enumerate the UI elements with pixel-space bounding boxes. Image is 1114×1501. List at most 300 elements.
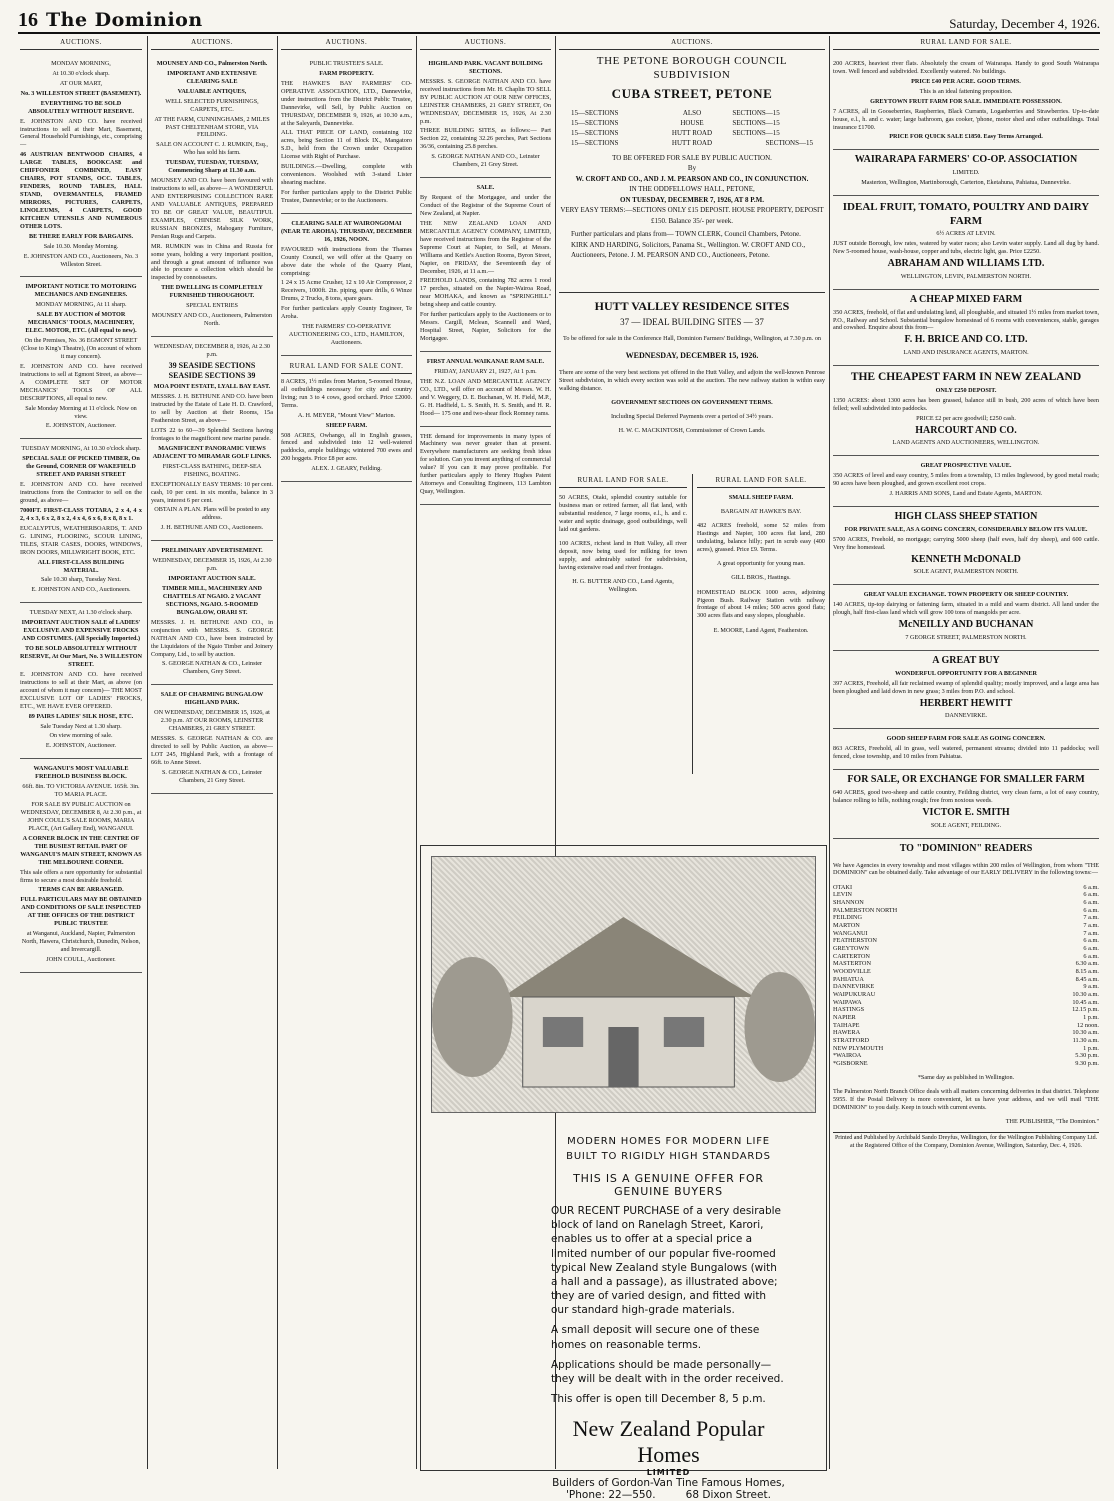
delivery-time: 10.30 a.m. [1072, 1029, 1099, 1037]
text-line: THREE BUILDING SITES, as follows:— Part Section 22, containing 32.26 perches, Part Sections 36/36, containing 25.8 perches. [420, 127, 551, 151]
delivery-row [833, 922, 1099, 930]
text-line: A CORNER BLOCK IN THE CENTRE OF THE BUSIEST RETAIL PART OF WANGANUI'S MAIN STREET, KNOWN AS THE MELBOURNE CORNER. [20, 834, 142, 866]
text-line: 66ft. 8in. TO VICTORIA AVENUE. 165ft. 3in. TO MARIA PLACE. [22, 783, 140, 799]
town-name: FEATHERSTON [833, 937, 877, 945]
readers-notice [833, 839, 1099, 1151]
column-3 [281, 36, 412, 1469]
text-line: Including Special Deferred Payments over a period of 34½ years. [610, 413, 774, 421]
text-line: MESSRS. J. H. BETHUNE AND CO., in conjunction with MESSRS. S. GEORGE NATHAN AND CO., have been instructed by the Liquidators of the Ngaio Timber and Joinery Company, Ltd., to sell by auction. [151, 618, 273, 658]
text-line: 15—SECTIONS [571, 108, 619, 117]
text-line: This sale offers a rare opportunity for substantial firms to secure a most desirable freehold. [20, 868, 142, 884]
text-line: VICTOR E. SMITH [922, 806, 1010, 818]
text-line: WELLINGTON, LEVIN, PALMERSTON NORTH. [900, 272, 1032, 280]
text-line: Masterton, Wellington, Martinborough, Carterton, Eketahuna, Pahiatua, Dannevirke. [861, 179, 1071, 187]
text-line: S. GEORGE NATHAN & CO., Leinster Chambers, 21 Grey Street. [161, 768, 263, 784]
text-line: HUTT ROAD [671, 138, 713, 147]
hutt-sub: 37 — IDEAL BUILDING SITES — 37 [620, 317, 764, 328]
delivery-row [833, 983, 1099, 991]
column-4 [420, 36, 551, 847]
text-line: FARM PROPERTY. [319, 69, 374, 77]
text-line: THE demand for improvements in many types of Machinery was never greater than at present. Everywhere manufacturers are seeking fresh ideas for solution. Can you invent anything of commercial value? If you can it may prove profitable. For further particulars apply to Henry Hughes Patent Attorneys and Consulting Engineers, 113 Lambton Quay, Wellington. [420, 432, 551, 496]
text-line: IMPORTANT AUCTION SALE. [168, 575, 256, 583]
text-line: There are some of the very best sections yet offered in the Hutt Valley, and adjoin the well-known Penrose Street subdivision, in which every section was sold at the auction. The new railway station is within easy walking distance. [559, 369, 825, 393]
delivery-row [833, 960, 1099, 968]
text-line: SHEEP FARM. [325, 421, 368, 429]
delivery-row [833, 891, 1099, 899]
text-line: HOMESTEAD BLOCK 1000 acres, adjoining Pigeon Bush. Railway Station with railway frontage of about 14 miles; 500 acres good flats; 300 acres flats and easy slopes, ploughable. [697, 588, 825, 620]
text-line: PRICE £2 per acre goodwill; £250 cash. [916, 414, 1016, 422]
text-line: 8 ACRES, 1½ miles from Marton, 5-roomed House, all outbuildings necessary for city and country living; run 3 to 4 cows, good orchard. Price £2000. Terms. [281, 377, 412, 409]
text-line: ALL FIRST-CLASS BUILDING MATERIAL. [37, 558, 125, 574]
text-line: Sale Tuesday Next at 1.30 sharp. [40, 722, 122, 730]
column-2 [151, 36, 273, 1469]
text-line: TERMS CAN BE ARRANGED. [38, 886, 124, 894]
text-line: 100 ACRES, richest land in Hutt Valley, all river deposit, now being used for milking for town supply, and admirably suited for subdivision, having extensive road and river frontages. [559, 540, 687, 571]
text-line: GREAT VALUE EXCHANGE. TOWN PROPERTY OR SHEEP COUNTRY. [863, 591, 1069, 599]
text-line: SALE BY AUCTION of MOTOR MECHANICS' TOOLS, MACHINERY, ELEC. MOTOR, ETC. (All equal to new). [25, 311, 137, 335]
text-line: GREAT PROSPECTIVE VALUE. [920, 462, 1012, 470]
text-line: RURAL LAND FOR SALE CONT. [281, 360, 412, 374]
town-name: WAIPAWA [833, 998, 862, 1006]
town-name: PALMERSTON NORTH [833, 906, 898, 914]
text-line: E. JOHNSTON AND CO. have received instructions from the Contractor to sell on the ground, as above— [20, 481, 142, 505]
nz-builders: Builders of Gordon-Van Tine Famous Homes, [552, 1477, 785, 1490]
text-line: FOR SALE BY PUBLIC AUCTION on WEDNESDAY, DECEMBER 8, At 2.30 p.m., at JOHN COULL'S SALE ROOMS, MARIA PLACE, (Art Gallery End), WANGANUI. [20, 801, 142, 832]
text-line: H. W. C. MACKINTOSH, Commissioner of Crown Lands. [618, 427, 766, 435]
text-line: EUCALYPTUS, WEATHERBOARDS, T. AND G. LINING, FLOORING, SCOUR LINING, TILES, STAIR CASES, DOORS, WINDOWS, IRON DOORS, MILLWRIGHT BOOK, ETC. [20, 524, 142, 556]
delivery-time: 7 a.m. [1083, 929, 1099, 937]
delivery-time: 6 a.m. [1083, 883, 1099, 891]
text-line: CLEARING SALE AT WAIRONGOMAI (NEAR TE AROHA). THURSDAY, DECEMBER 16, 1926, NOON. [281, 219, 412, 243]
text-line: WAIRARAPA FARMERS' CO-OP. ASSOCIATION [854, 154, 1078, 166]
text-line: FAVOURED with instructions from the Thames County Council, we will offer at the Quarry on above date the whole of the Quarry Plant, comprising: [281, 245, 412, 277]
delivery-row [833, 1045, 1099, 1053]
town-name: FEILDING [833, 914, 863, 922]
text-line: 640 ACRES, good two-sheep and cattle country, Feilding district, very clean farm, a lot of easy country, balance rolling to hills, nothing rough; free from noxious weeds. [833, 788, 1099, 804]
text-line: E. JOHNSTON AND CO., Auctioneers. [31, 586, 131, 594]
text-line: RURAL LAND FOR SALE. [697, 474, 825, 488]
text-line: For further particulars apply to the Auctioneers or to Messrs. Cargill, Mclean, Scannell and Ward, Hospital Street, Napier, Solicitors for the Mortgagee. [420, 311, 551, 343]
petone-ad [559, 36, 825, 286]
text-line: FOR SALE, OR EXCHANGE FOR SMALLER FARM [847, 774, 1085, 786]
text-line: THE PUBLISHER, "The Dominion." [1005, 1118, 1099, 1125]
auction-ad [20, 277, 142, 439]
text-line: VALUABLE ANTIQUES, [177, 87, 247, 95]
text-line: 46 AUSTRIAN BENTWOOD CHAIRS, 4 LARGE TABLES, BOOKCASE and CHIFFONIER COMBINED, EASY CHAIRS, POT STANDS, OCC. TABLES, FENDERS, ROUND TABLES, HALL STAND, OVERMANTELS, FRAMED MIRRORS, PICTURES, CARPETS, LINOLEUMS, 4 CARPETS, GOOD KITCHEN UTENSILS AND NUMEROUS OTHER LOTS. [20, 151, 142, 230]
text-line: MESSRS. S. GEORGE NATHAN AND CO. have received instructions from Mr. H. Chaplin TO SELL BY PUBLIC AUCTION AT OUR NEW OFFICES, LEINSTER CHAMBERS, 21 GREY STREET, On WEDNESDAY, DECEMBER 15, 1926, At 2.30 p.m. [420, 77, 551, 125]
text-line: Sale Monday Morning at 11 o'clock. Now on view. [25, 404, 137, 420]
text-line: IN THE ODDFELLOWS' HALL, PETONE, [629, 185, 755, 194]
hutt-title: HUTT VALLEY RESIDENCE SITES [594, 299, 790, 313]
rural-mid-left [559, 474, 687, 774]
text-line: 350 ACRES, freehold, of flat and undulating land, all ploughable, and situated 1½ miles from market town, P.O., Railway and School. Substantial bungalow homestead of 6 rooms with conveniences, stable, garages and cowshed. Enquire about this from— [833, 308, 1099, 332]
text-line: HUTT ROAD [671, 128, 713, 137]
text-line: LIMITED. [952, 169, 980, 177]
text-line: PRICE FOR QUICK SALE £1850. Easy Terms Arranged. [889, 133, 1043, 141]
text-line: This is an ideal fattening proposition. [919, 87, 1013, 95]
text-line: E. JOHNSTON AND CO., Auctioneers, No. 3 Willeston Street. [23, 252, 139, 268]
delivery-row [833, 907, 1099, 915]
levin-farm-ad [833, 196, 1099, 290]
text-line: For further particulars apply County Engineer, Te Aroha. [281, 305, 412, 321]
text-line: *Same day as published in Wellington. [917, 1073, 1015, 1081]
town-name: WOODVILLE [833, 967, 871, 975]
text-line: IMPORTANT AUCTION SALE of LADIES' EXCLUSIVE AND EXPENSIVE FROCKS AND COSTUMES. (All Specially Imported.) [21, 619, 141, 643]
delivery-row [833, 1022, 1099, 1030]
text-line: At 10.30 o'clock sharp. [52, 69, 110, 77]
town-name: DANNEVIRKE [833, 983, 875, 991]
delivery-row [833, 953, 1099, 961]
town-name: GREYTOWN [833, 944, 869, 952]
delivery-table [833, 884, 1099, 1068]
text-line: SMALL SHEEP FARM. [728, 494, 794, 502]
town-name: MARTON [833, 921, 860, 929]
text-line: PRICE £40 PER ACRE. GOOD TERMS. [911, 77, 1021, 85]
delivery-time: 7 a.m. [1083, 914, 1099, 922]
delivery-time: 1 p.m. [1083, 1013, 1099, 1021]
rural-ad [833, 54, 1099, 150]
text-line: JOHN COULL, Auctioneer. [46, 955, 116, 963]
text-line: THE N.Z. LOAN AND MERCANTILE AGENCY CO., LTD., will offer on account of Messrs. W. H. and V. Weggery, D. E. Buchanan, W. H. Field, M.P., G. H. Hadfield, L. S. Smith, H. S. Smith, and H. R. Hood— 175 one and two-shear flock Romney rams. [420, 377, 551, 417]
text-line: ONLY £250 DEPOSIT. [935, 386, 997, 394]
delivery-time: 9 a.m. [1083, 983, 1099, 991]
town-name: LEVIN [833, 891, 852, 899]
delivery-time: 10.30 a.m. [1072, 990, 1099, 998]
text-line: FOR PRIVATE SALE, AS A GOING CONCERN, CONSIDERABLY BELOW ITS VALUE. [844, 525, 1088, 533]
page-number: 16 [18, 9, 38, 31]
text-line: LAND AND INSURANCE AGENTS, MARTON. [903, 349, 1029, 357]
text-line: ON WEDNESDAY, DECEMBER 15, 1926, at 2.30 p.m. AT OUR ROOMS, LEINSTER CHAMBERS, 21 GREY STREET. [154, 709, 270, 733]
auction-ad [281, 214, 412, 356]
text-line: WELL SELECTED FURNISHINGS, CARPETS, ETC. [165, 97, 259, 113]
delivery-row [833, 976, 1099, 984]
town-name: SHANNON [833, 898, 864, 906]
text-line: FIRST ANNUAL WAIKANAE RAM SALE. [426, 357, 545, 365]
text-line: S. GEORGE NATHAN AND CO., Leinster Chambers, 21 Grey Street. [431, 153, 540, 169]
delivery-time: 11.30 a.m. [1072, 1037, 1099, 1044]
town-name: WAIPUKURAU [833, 990, 876, 998]
text-line: 50 ACRES, Otaki, splendid country suitable for business man or retired farmer, all flat land, with substantial residence, 7 large rooms, e.l., h. and c. water and septic drainage, good outbuildings, well laid out gardens. [559, 494, 687, 533]
text-line: MESSRS. S. GEORGE NATHAN & CO. are directed to sell by Public Auction, as above— LOT 245, Highland Park, with a frontage of 66ft. to Anne Street. [151, 735, 273, 766]
text-line: A CHEAP MIXED FARM [909, 293, 1023, 305]
wairarapa-ad [833, 150, 1099, 196]
text-line: HERBERT HEWITT [919, 697, 1013, 709]
text-line: AT OUR MART, [59, 79, 103, 87]
nz-paragraph: A small deposit will secure one of these homes on reasonable terms. [551, 1324, 760, 1351]
text-line: F. H. BRICE AND CO. LTD. [904, 334, 1028, 346]
text-line: WEDNESDAY, DECEMBER 15, 1926. [625, 351, 759, 360]
nz-brand: New Zealand Popular Homes [572, 1416, 765, 1468]
text-line: For further particulars apply to the District Public Trustee, Dannevirke; or to the Auctioneers. [281, 189, 412, 204]
text-line: TIMBER MILL, MACHINERY AND CHATTELS AT NGAIO. 2 VACANT SECTIONS, NGAIO. 5-ROOMED BUNGALOW, ORARI ST. [162, 585, 262, 616]
text-line: HOUSE [680, 118, 704, 127]
text-line: We have Agencies in every township and most villages within 200 miles of Wellington, from whom "THE DOMINION" can be obtained daily. Take advantage of our EARLY DELIVERY in the following towns:— [833, 861, 1099, 877]
text-line: WEDNESDAY, DECEMBER 15, 1926, At 2.30 p.m. [152, 557, 272, 573]
text-line: ON TUESDAY, DECEMBER 7, 1926, AT 8 P.M. [620, 195, 764, 204]
text-line: THE HAWKE'S BAY FARMERS' CO-OPERATIVE ASSOCIATION, LTD., Dannevirke, under instructions from the District Public Trustee, Dannevirke, will Sell, by Public Auction on THURSDAY, DECEMBER 9, 1926, at 10.30 a.m., at the Saleyards, Dannevirke. [281, 79, 412, 127]
text-line: 350 ACRES of level and easy country, 5 miles from a township, 13 miles Inglewood, by good metal roads; 90 acres have been ploughed, and grown excellent root crops. [833, 472, 1099, 488]
text-line: FREEHOLD LANDS, containing 782 acres 1 rood 17 perches, situated on the Napier-Wairoa Road, near MOHAKA, and known as "SPRINGHILL" being sheep and cattle country. [420, 277, 551, 309]
text-line: W. CROFT AND CO., AND J. M. PEARSON AND CO., IN CONJUNCTION. [575, 174, 809, 183]
nz-headline-3: THIS IS A GENUINE OFFER FOR GENUINE BUYERS [573, 1172, 764, 1198]
delivery-row [833, 1060, 1099, 1068]
text-line: SOLE AGENT, PALMERSTON NORTH. [913, 568, 1019, 576]
delivery-row [833, 1052, 1099, 1060]
delivery-time: 8.15 a.m. [1075, 967, 1099, 975]
delivery-time: 6 a.m. [1083, 937, 1099, 945]
auction-ad [20, 759, 142, 973]
delivery-row [833, 945, 1099, 953]
text-line: IMPORTANT AND EXTENSIVE CLEARING SALE [167, 69, 257, 85]
text-line: The Palmerston North Branch Office deals with all matters concerning deliveries in that district. Telephone 5955. If the Postal Delivery is more convenient, let us have your address, and we will mail "THE DOMINION" to you daily. Keep in touch with current events. [833, 1088, 1099, 1111]
auction-ad [20, 603, 142, 759]
text-line: 1350 ACRES: about 1300 acres has been grassed, balance still in bush, 200 acres of which have been felled; well subdivided into paddocks. [833, 396, 1099, 412]
rural-mid-right [697, 474, 825, 774]
nz-headline-2: BUILT TO RIGIDLY HIGH STANDARDS [566, 1151, 771, 1162]
auction-ad [281, 54, 412, 214]
column-7 [833, 36, 1099, 1469]
column-1 [20, 36, 142, 1469]
column-header: RURAL LAND FOR SALE. [833, 36, 1099, 50]
sheep-station-ad [833, 507, 1099, 585]
town-name: *GISBORNE [833, 1060, 868, 1068]
text-line: J. HARRIS AND SONS, Land and Estate Agents, MARTON. [889, 490, 1043, 498]
delivery-time: 9.30 p.m. [1075, 1060, 1099, 1068]
text-line: TO BE SOLD ABSOLUTELY WITHOUT RESERVE, At Our Mart, No. 3 WILLESTON STREET. [20, 645, 142, 668]
delivery-row [833, 899, 1099, 907]
text-line: A GREAT BUY [932, 654, 1000, 666]
text-line: PUBLIC TRUSTEE'S SALE. [309, 59, 384, 67]
text-line: TUESDAY NEXT, At 1.30 o'clock sharp. [29, 609, 133, 617]
text-line: WEDNESDAY, DECEMBER 8, 1926, At 2.30 p.m. [153, 343, 271, 358]
great-buy-ad [833, 651, 1099, 729]
delivery-row [833, 1014, 1099, 1022]
text-line: EXCEPTIONALLY EASY TERMS: 10 per cent. cash, 10 per cent. in six months, balance in 3 years, interest 6 per cent. [151, 480, 273, 504]
text-line: SECTIONS—15 [732, 128, 780, 137]
auction-ad [20, 54, 142, 278]
paper-title: The Dominion [46, 9, 203, 31]
text-line: 1 24 x 15 Acme Crusher, 12 x 10 Air Compressor, 2 Receivers, 1000ft. 2in. piping, spare drills, 6 Winze Drums, 2 Trucks, 8 tons, spare gears. [281, 279, 412, 303]
text-line: 15—SECTIONS [571, 138, 619, 147]
exchange-ad [833, 585, 1099, 651]
text-line: No. 3 WILLESTON STREET (BASEMENT). [20, 89, 142, 97]
text-line: JUST outside Borough, low rates, watered by water races; also Levin water supply. Land all dug by hand. New 5-roomed house, wash-house, copper and tubs, electric light, gas. Price £2250. [833, 240, 1099, 256]
text-line: 482 ACRES freehold, some 52 miles from Hastings and Napier, 100 acres flat land, 280 undulating, balance hilly; part in scrub easy (400 acres), grassed. Price £9. Terms. [697, 522, 825, 554]
text-line: E. MOORE, Land Agent, Featherston. [713, 626, 809, 634]
text-line: THE FARMERS' CO-OPERATIVE AUCTIONEERING CO., LTD., HAMILTON, Auctioneers. [288, 323, 405, 347]
text-line: By [687, 164, 697, 173]
text-line: SALE ON ACCOUNT C. J. RUMKIN, Esq., Who has sold his farm. [156, 141, 268, 157]
text-line: TUESDAY, TUESDAY, TUESDAY, Commencing Sharp at 11.30 a.m. [165, 159, 259, 175]
text-line: ALSO [682, 108, 702, 117]
text-line: MAGNIFICENT PANORAMIC VIEWS ADJACENT TO MIRAMAR GOLF LINKS. [152, 444, 272, 460]
text-line: HIGHLAND PARK. VACANT BUILDING SECTIONS. [428, 59, 543, 75]
text-line: TO BE OFFERED FOR SALE BY PUBLIC AUCTION. [612, 153, 772, 162]
bungalow-illustration [431, 856, 816, 1113]
text-line: E. JOHNSTON, Auctioneer. [45, 742, 117, 750]
text-line: FULL PARTICULARS MAY BE OBTAINED AND CONDITIONS OF SALE INSPECTED AT THE OFFICES OF THE DISTRICT PUBLIC TRUSTEE [20, 896, 142, 928]
text-line: Further particulars and plans from— TOWN CLERK, Council Chambers, Petone. KIRK AND HARDING, Solicitors, Panama St., Wellington. W. CROFT AND CO., Auctioneers, Petone. J. M. PEARSON AND CO., Auctioneers, Petone. [571, 230, 806, 260]
delivery-row [833, 1029, 1099, 1037]
auction-ad [420, 178, 551, 352]
text-line: SOLE AGENT, FEILDING. [930, 821, 1002, 829]
delivery-time: 12.15 p.m. [1072, 1006, 1099, 1014]
text-line: 5700 ACRES, Freehold, no mortgage; carrying 5000 sheep (half ewes, half dry sheep), and 600 cattle. Very fine homestead. [833, 535, 1099, 551]
text-line: THE NEW ZEALAND LOAN AND MERCANTILE AGENCY COMPANY, LIMITED, have received instructions from the Registrar of the Supreme Court at Napier, to Sell, at Messrs. Williams and Kettle's Auction Rooms, Byron Street, Napier, on FRIDAY, the Seventeenth day of December, 1926, at 11 a.m.— [420, 219, 551, 275]
text-line: 200 ACRES, heaviest river flats. Absolutely the cream of Wairarapa. Handy to good South Wairarapa town. Well fenced and subdivided. Excellently watered. No buildings. [833, 59, 1099, 75]
text-line: To be offered for sale in the Conference Hall, Dominion Farmers' Buildings, Wellington, at 7.30 p.m. on [562, 335, 822, 343]
text-line: WANGANUI'S MOST VALUABLE FREEHOLD BUSINESS BLOCK. [33, 765, 129, 781]
text-line: SPECIAL SALE OF PICKED TIMBER, On the Ground, CORNER OF WAKEFIELD STREET AND PARISH STREET [22, 455, 140, 479]
delivery-row [833, 991, 1099, 999]
text-line: 863 ACRES, Freehold, all in grass, well watered, permanent streams; divided into 11 paddocks; well fenced, close township, and 10 miles from Pahiatua. [833, 745, 1099, 761]
mixed-farm-ad [833, 290, 1099, 366]
text-line: MONDAY MORNING, At 11 sharp. [35, 301, 127, 309]
text-line: AUCTIONS. [559, 36, 825, 50]
town-name: STRATFORD [833, 1037, 870, 1044]
text-line: VERY EASY TERMS:—SECTIONS ONLY £15 DEPOSIT. HOUSE PROPERTY, DEPOSIT £150. Balance 35/- per week. [560, 206, 824, 225]
text-line: BARGAIN AT HAWKE'S BAY. [720, 508, 802, 516]
delivery-time: 6 a.m. [1083, 898, 1099, 906]
town-name: PAHIATUA [833, 975, 864, 983]
column-header: AUCTIONS. [20, 36, 142, 50]
prospective-ad [833, 456, 1099, 507]
text-line: 7 GEORGE STREET, PALMERSTON NORTH. [905, 634, 1027, 642]
delivery-time: 6 a.m. [1083, 906, 1099, 914]
delivery-time: 6.30 a.m. [1075, 960, 1099, 968]
nz-headline-1: MODERN HOMES FOR MODERN LIFE [567, 1136, 770, 1147]
text-line: J. H. BETHUNE AND CO., Auctioneers. [160, 524, 264, 532]
column-header: AUCTIONS. [420, 36, 551, 50]
text-line: MOA POINT ESTATE, LYALL BAY EAST. [153, 383, 271, 391]
text-line: at Wanganui, Auckland, Napier, Palmerston North, Hawera, Christchurch, Dunedin, Nelson, and Invercargill. [21, 930, 141, 954]
delivery-time: 5.30 p.m. [1075, 1052, 1099, 1060]
text-line: TUESDAY MORNING, At 10.30 o'clock sharp. [21, 445, 141, 453]
issue-date: Saturday, December 4, 1926. [949, 16, 1100, 31]
text-line: On the Premises, No. 36 EGMONT STREET (Close to King's Theatre), (On account of whom it may concern). [21, 337, 141, 360]
text-line: ABRAHAM AND WILLIAMS LTD. [887, 258, 1045, 270]
town-name: NEW PLYMOUTH [833, 1044, 884, 1052]
text-line: E. JOHNSTON AND CO. have received instructions to sell at Egmont Street, as above— A COMPLETE SET OF MOTOR MECHANICS' TOOLS OF ALL DESCRIPTIONS, all equal to new. [20, 362, 142, 402]
text-line: A. H. MEYER, "Mount View" Marton. [297, 411, 396, 419]
petone-street: CUBA STREET, PETONE [611, 86, 773, 102]
text-line: AT THE FARM, CUNNINGHAMS, 2 MILES PAST CHELTENHAM STORE, VIA FEILDING. [154, 115, 270, 139]
auction-ad [151, 337, 273, 541]
nz-paragraph: OUR RECENT PURCHASE of a very desirable block of land on Ranelagh Street, Karori, enables us to offer at a special price a limited number of our popular five-roomed typical New Zealand style Bungalows (with a hall and a passage), as illustrated above; they are of varied design, and fitted with our standard high-grade materials. [551, 1205, 782, 1317]
text-line: On view morning of sale. [49, 732, 113, 740]
cheapest-farm-ad [833, 366, 1099, 456]
delivery-time: 10.45 a.m. [1072, 998, 1099, 1006]
text-line: By Request of the Mortgagee, and under the Conduct of the Registrar of the Supreme Court of New Zealand, at Napier. [420, 194, 551, 217]
text-line: E. JOHNSTON, Auctioneer. [45, 422, 117, 430]
text-line: Sale 10.30. Monday Morning. [43, 242, 119, 250]
nz-limited: LIMITED [646, 1468, 691, 1478]
column-header: AUCTIONS. [281, 36, 412, 50]
delivery-time: 1 p.m. [1083, 1044, 1099, 1052]
text-line: BE THERE EARLY FOR BARGAINS. [28, 232, 134, 240]
delivery-row [833, 930, 1099, 938]
delivery-time: 8.45 a.m. [1075, 975, 1099, 983]
text-line: MOUNSEY AND CO., Palmerston North. [156, 59, 268, 67]
text-line: 7 ACRES, all in Gooseberries, Raspberries, Black Currants, Loganberries and Strawberries. Up-to-date house, e.l., h. and c. water; large bathroom, gas cooker, 'phone, motor shed and other outbuildings. Total insurance £1700. [833, 107, 1099, 131]
town-name: TAIHAPE [833, 1021, 860, 1029]
delivery-time: 6 a.m. [1083, 891, 1099, 899]
text-line: MESSRS. J. H. BETHUNE AND CO. have been instructed by the Estate of Late H. D. Crawford, to sell by Auction at their Rooms, 15a Featherston Street, as above— [151, 393, 273, 425]
town-name: WANGANUI [833, 929, 868, 937]
text-line: EVERYTHING TO BE SOLD ABSOLUTELY WITHOUT RESERVE. [28, 99, 134, 115]
nz-paragraph: This offer is open till December 8, 5 p.m. [551, 1393, 766, 1406]
text-line: OBTAIN A PLAN. Plans will be posted to any address. [154, 506, 270, 522]
town-name: CARTERTON [833, 952, 870, 960]
delivery-row [833, 884, 1099, 892]
nz-paragraph: Applications should be made personally—they will be dealt with in the order received. [551, 1358, 784, 1385]
text-line: PRELIMINARY ADVERTISEMENT. [161, 547, 263, 555]
text-line: MOUNSEY AND CO., Auctioneers, Palmerston North. [151, 312, 273, 328]
text-line: HIGH CLASS SHEEP STATION [894, 511, 1038, 523]
nz-phone: 'Phone: 22—550. [566, 1489, 656, 1501]
exchange-smaller-ad [833, 770, 1099, 838]
auction-ad [151, 685, 273, 793]
delivery-time: 6 a.m. [1083, 952, 1099, 960]
auction-ad [151, 54, 273, 337]
text-line: McNEILLY AND BUCHANAN [898, 619, 1034, 631]
text-line: H. G. BUTTER AND CO., Land Agents, Wellington. [572, 577, 674, 593]
text-line: DANNEVIRKE. [944, 712, 988, 720]
town-name: *WAIROA [833, 1052, 862, 1060]
text-line: GREYTOWN FRUIT FARM FOR SALE. IMMEDIATE POSSESSION. [870, 97, 1062, 105]
text-line: RURAL LAND FOR SALE. [559, 474, 687, 488]
text-line: 15—SECTIONS [571, 128, 619, 137]
text-line: 140 ACRES, tip-top dairying or fattening farm, situated in a mild and warm district. All land under the plough, half first-class land which will grow 100 tons of mangolds per acre. [833, 601, 1099, 617]
text-line: 39 SEASIDE SECTIONS SEASIDE SECTIONS 39 [168, 360, 256, 381]
text-line: IMPORTANT NOTICE TO MOTORING MECHANICS AND ENGINEERS. [25, 283, 137, 299]
text-line: MOUNSEY AND CO. have been favoured with instructions to sell, as above— A WONDERFUL AND ENTERPRISING COLLECTION RARE AND VALUABLE ANTIQUES, PREPARED TO BE OF GREAT VALUE, BEAUTIFUL EXAMPLES, CHINESE SILK WORK, RUSSIAN BRONZES, Mahogany Furniture, Persian Rugs and Carpets. [151, 177, 273, 240]
text-line: FIRST-CLASS BATHING, DEEP-SEA FISHING, BOATING. [162, 462, 262, 478]
text-line: GOOD SHEEP FARM FOR SALE AS GOING CONCERN. [886, 735, 1046, 743]
text-line: E. JOHNSTON AND CO. have received instructions to sell at their Mart, Basement, General Household Furnishings, etc., comprising— [20, 117, 142, 149]
text-line: MONDAY MORNING, [51, 59, 111, 67]
text-line: SPECIAL ENTRIES [186, 302, 238, 310]
town-name: MASTERTON [833, 960, 871, 968]
text-line: SALE. [476, 184, 495, 192]
text-line: ALL THAT PIECE OF LAND, containing 102 acres, being Section 11 of Block IX., Mangatoro S.D., held from the Crown under Occupation License with Right of Purchase. [281, 129, 412, 161]
text-line: WONDERFUL OPPORTUNITY FOR A BEGINNER [895, 669, 1037, 677]
text-line: MR. RUMKIN was in China and Russia for some years, holding a very important position, and through a great amount of influence was able to procure a collection which should be inspected by connoisseurs. [151, 242, 273, 282]
text-line: GILL BROS., Hastings. [731, 574, 791, 582]
delivery-row [833, 968, 1099, 976]
text-line: 15—SECTIONS [571, 118, 619, 127]
text-line: S. GEORGE NATHAN & CO., Leinster Chambers, Grey Street. [161, 660, 263, 676]
text-line: SECTIONS—15 [765, 138, 813, 147]
text-line: THE DWELLING IS COMPLETELY FURNISHED THROUGHOUT. [161, 284, 263, 300]
text-line: TO "DOMINION" READERS [899, 842, 1033, 854]
delivery-row [833, 999, 1099, 1007]
town-name: NAPIER [833, 1013, 856, 1021]
text-line: E. JOHNSTON AND CO. have received instructions to sell at their Mart, as above (on account of whom it may concern)— THE MOST EXCLUSIVE LOT OF LADIES' FROCKS, ETC., WE HAVE EVER OFFERED. [20, 670, 142, 710]
delivery-row [833, 937, 1099, 945]
text-line: GOVERNMENT SECTIONS ON GOVERNMENT TERMS. [611, 399, 773, 407]
text-line: 89 PAIRS LADIES' SILK HOSE, ETC. [28, 712, 134, 720]
text-line: ALEX. J. GEARY, Feilding. [311, 465, 382, 473]
text-line: LAND AGENTS AND AUCTIONEERS, WELLINGTON. [892, 439, 1040, 447]
text-line: KENNETH McDONALD [911, 553, 1021, 565]
text-line: IDEAL FRUIT, TOMATO, POULTRY AND DAIRY FARM [842, 201, 1090, 228]
lots-table [559, 109, 825, 148]
delivery-time: 6 a.m. [1083, 944, 1099, 952]
imprint: Printed and Published by Archibald Sando Dreyfus, Wellington, for the Wellington Publishing Company Ltd. at the Registered Office of the Company, Dominion Avenue, Wellington, Saturday, Dec. 4, 1926. [833, 1132, 1099, 1150]
text-line: FRIDAY, JANUARY 21, 1927, At 1 p.m. [434, 367, 537, 375]
nz-address: 68 Dixon Street. [685, 1489, 771, 1501]
